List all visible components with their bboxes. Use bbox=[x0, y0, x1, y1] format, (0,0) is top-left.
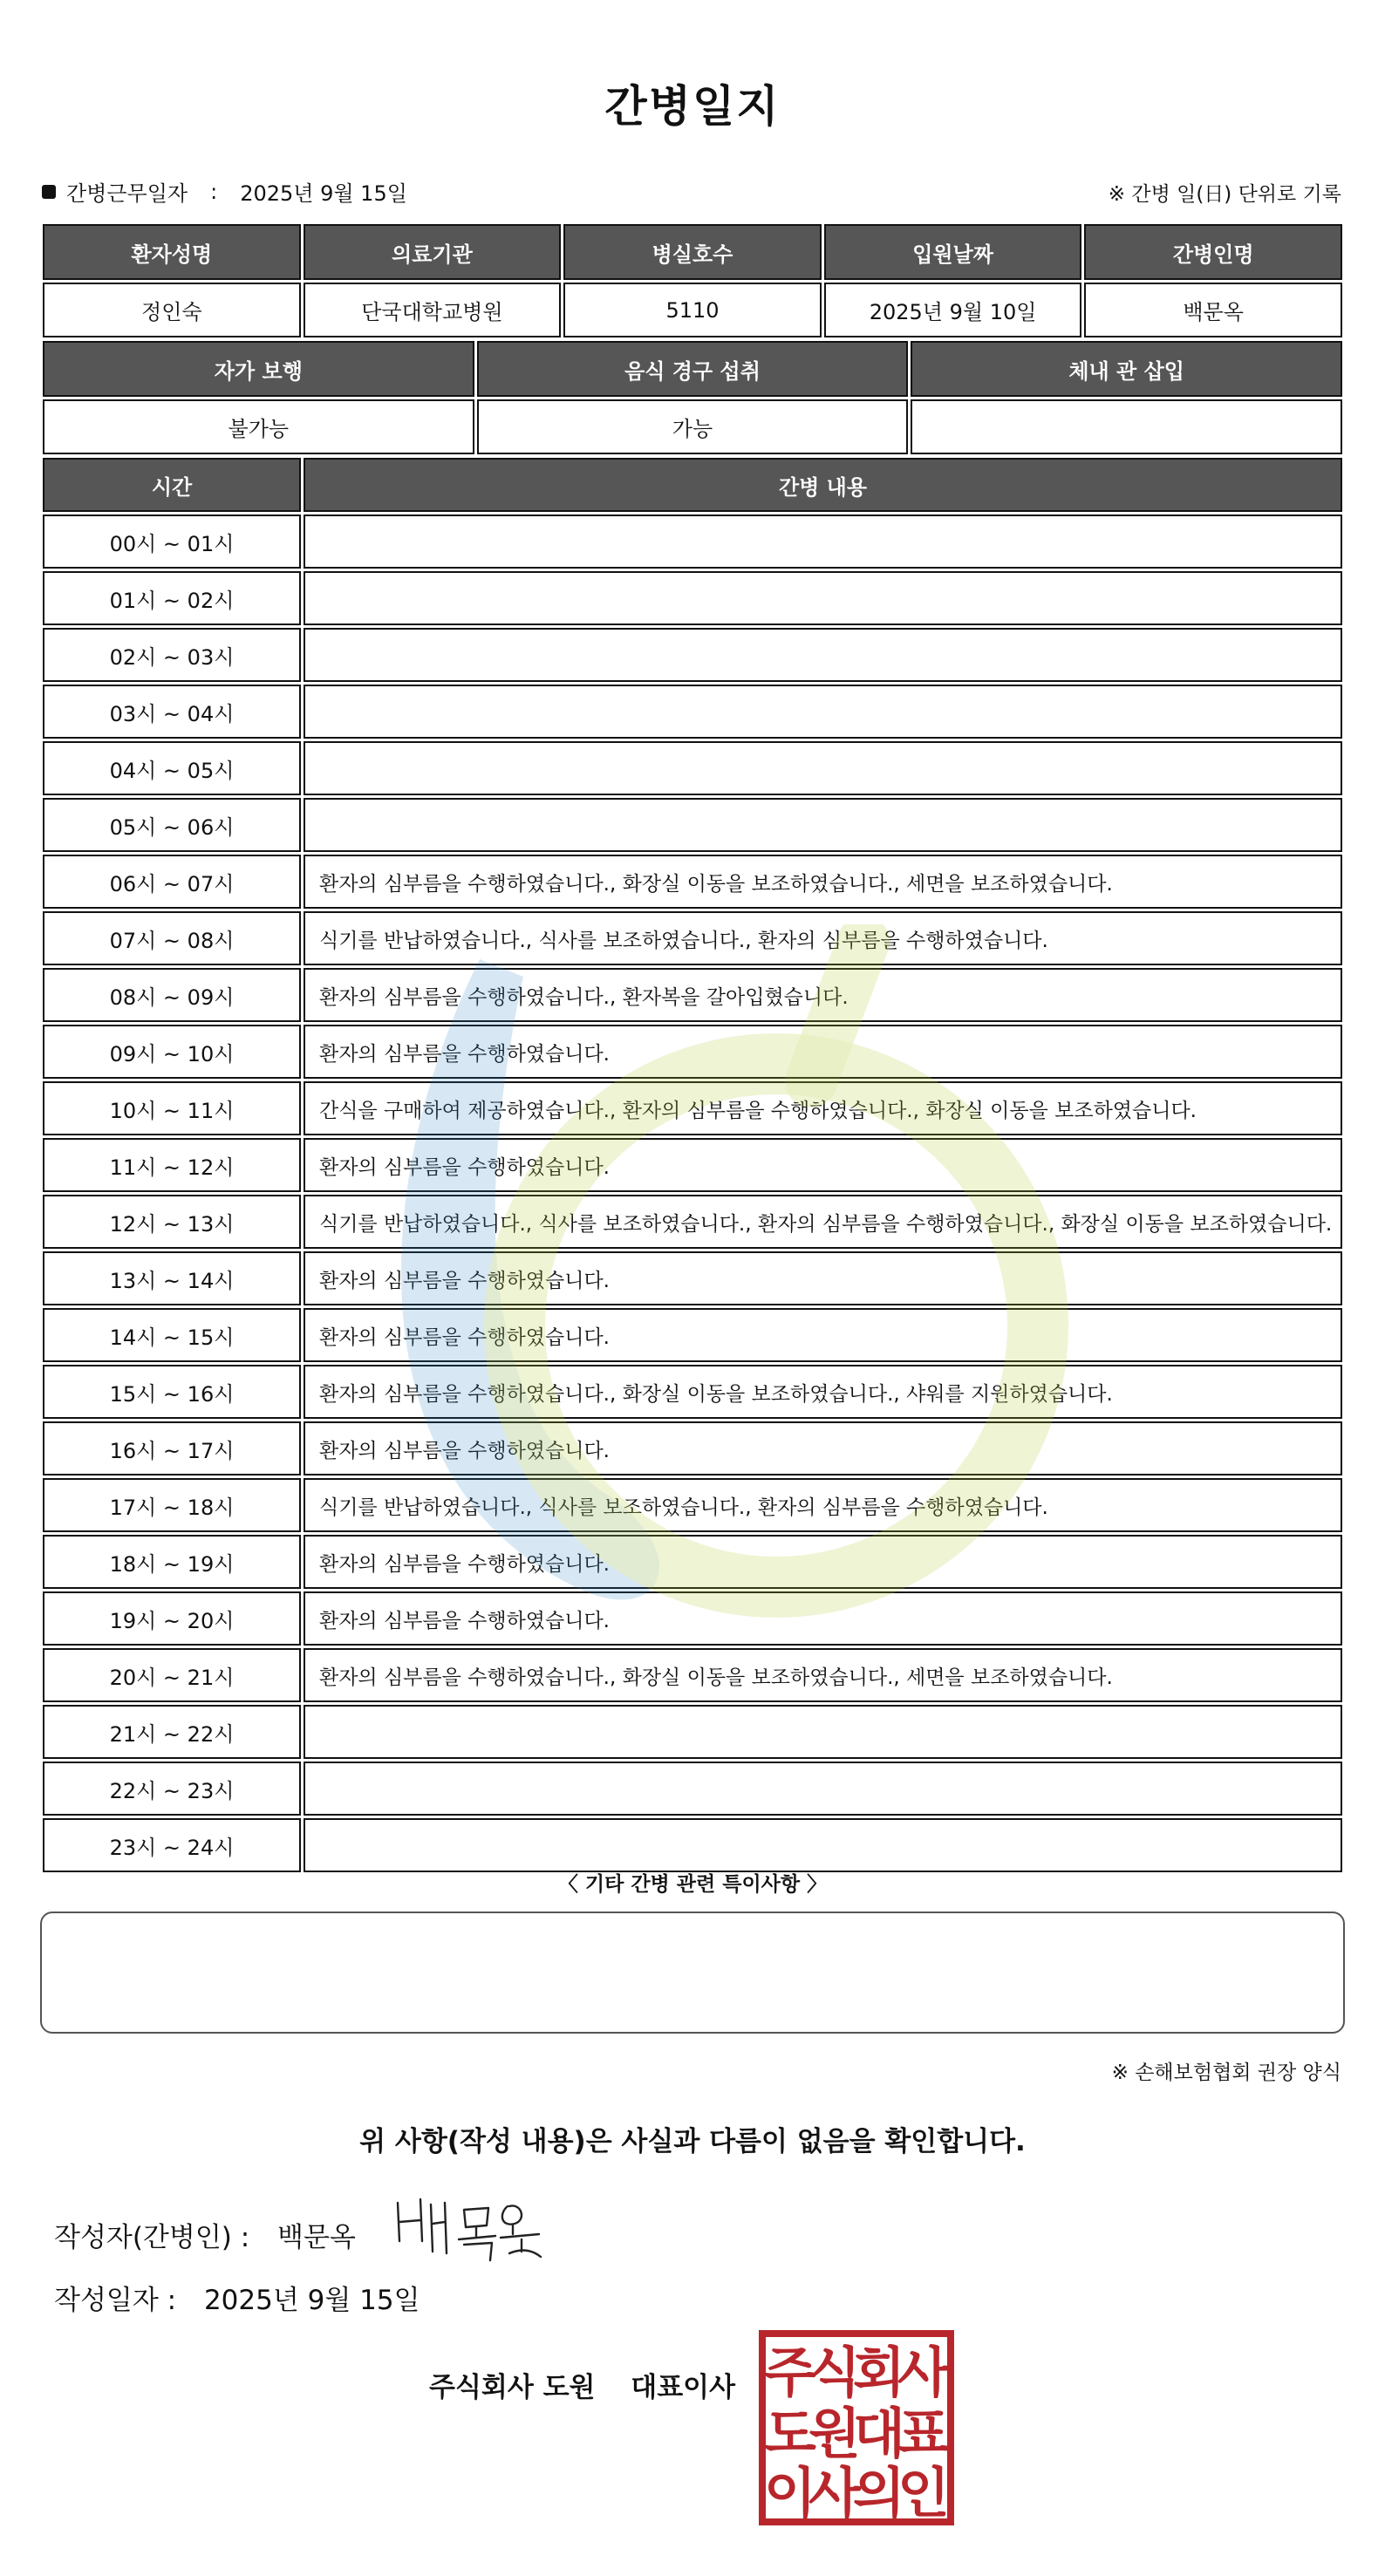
care-content: 환자의 심부름을 수행하였습니다. bbox=[304, 1251, 1342, 1305]
care-content bbox=[304, 1705, 1342, 1759]
care-content: 환자의 심부름을 수행하였습니다., 환자복을 갈아입혔습니다. bbox=[304, 968, 1342, 1022]
care-content: 환자의 심부름을 수행하였습니다., 화장실 이동을 보조하였습니다., 세면을 보조하였습니다. bbox=[304, 855, 1342, 909]
table-row bbox=[43, 911, 1342, 965]
care-content bbox=[304, 741, 1342, 795]
writer-name: 백문옥 bbox=[277, 2222, 356, 2253]
care-content: 환자의 심부름을 수행하였습니다. bbox=[304, 1591, 1342, 1646]
care-content: 식기를 반납하였습니다., 식사를 보조하였습니다., 환자의 심부름을 수행하였습니다. bbox=[304, 1478, 1342, 1532]
table-row bbox=[43, 399, 1342, 454]
patient-status-table bbox=[40, 338, 1345, 457]
time-slot: 13시 ~ 14시 bbox=[43, 1251, 301, 1305]
time-slot: 22시 ~ 23시 bbox=[43, 1762, 301, 1816]
oral-intake-value: 가능 bbox=[477, 399, 909, 454]
table-row bbox=[43, 571, 1342, 625]
write-date-label: 작성일자 : bbox=[54, 2285, 177, 2316]
svg-text:회: 회 bbox=[853, 2341, 905, 2404]
self-walking-value: 불가능 bbox=[43, 399, 474, 454]
svg-text:의: 의 bbox=[853, 2461, 905, 2525]
table-row bbox=[43, 741, 1342, 795]
table-row bbox=[43, 1818, 1342, 1872]
notes-box bbox=[40, 1912, 1345, 2034]
time-slot: 11시 ~ 12시 bbox=[43, 1138, 301, 1192]
daily-unit-note: ※ 간병 일(日) 단위로 기록 bbox=[1108, 183, 1341, 206]
svg-text:주: 주 bbox=[764, 2341, 816, 2404]
care-content: 식기를 반납하였습니다., 식사를 보조하였습니다., 환자의 심부름을 수행하였습니다., 화장실 이동을 보조하였습니다. bbox=[304, 1195, 1342, 1249]
table-row bbox=[43, 855, 1342, 909]
table-row bbox=[43, 1195, 1342, 1249]
time-slot: 04시 ~ 05시 bbox=[43, 741, 301, 795]
care-content bbox=[304, 571, 1342, 625]
ceo-title: 대표이사 bbox=[631, 2372, 736, 2403]
header-patient-name: 환자성명 bbox=[43, 224, 301, 280]
care-log-table bbox=[40, 455, 1345, 1875]
header-admission-date: 입원날짜 bbox=[824, 224, 1082, 280]
time-slot: 18시 ~ 19시 bbox=[43, 1535, 301, 1589]
time-slot: 17시 ~ 18시 bbox=[43, 1478, 301, 1532]
svg-text:사: 사 bbox=[897, 2341, 950, 2404]
header-oral-intake: 음식 경구 섭취 bbox=[477, 341, 909, 397]
table-row bbox=[43, 1421, 1342, 1475]
table-row bbox=[43, 1251, 1342, 1305]
time-slot: 21시 ~ 22시 bbox=[43, 1705, 301, 1759]
table-header-row bbox=[43, 224, 1342, 280]
time-slot: 01시 ~ 02시 bbox=[43, 571, 301, 625]
care-content: 간식을 구매하여 제공하였습니다., 환자의 심부름을 수행하였습니다., 화장실 이동을 보조하였습니다. bbox=[304, 1081, 1342, 1135]
table-row bbox=[43, 1138, 1342, 1192]
care-content: 환자의 심부름을 수행하였습니다. bbox=[304, 1138, 1342, 1192]
svg-text:인: 인 bbox=[897, 2461, 950, 2525]
header-hospital: 의료기관 bbox=[304, 224, 562, 280]
care-date-value: 2025년 9월 15일 bbox=[240, 181, 407, 206]
svg-text:도: 도 bbox=[764, 2402, 816, 2465]
header-room-number: 병실호수 bbox=[563, 224, 822, 280]
confirmation-statement: 위 사항(작성 내용)은 사실과 다름이 없음을 확인합니다. bbox=[359, 2126, 1026, 2157]
time-slot: 00시 ~ 01시 bbox=[43, 515, 301, 569]
care-date-row bbox=[42, 176, 407, 207]
table-row bbox=[43, 1535, 1342, 1589]
table-row bbox=[43, 685, 1342, 739]
care-content bbox=[304, 515, 1342, 569]
care-content bbox=[304, 1818, 1342, 1872]
time-slot: 15시 ~ 16시 bbox=[43, 1365, 301, 1419]
svg-text:이: 이 bbox=[764, 2461, 816, 2525]
handwritten-signature bbox=[391, 2187, 548, 2266]
recommend-form-note: ※ 손해보험협회 권장 양식 bbox=[1111, 2061, 1341, 2084]
care-date-label: 간병근무일자 bbox=[66, 181, 188, 206]
caregiver-name: 백문옥 bbox=[1084, 283, 1342, 337]
table-row bbox=[43, 1762, 1342, 1816]
care-content bbox=[304, 685, 1342, 739]
svg-text:사: 사 bbox=[808, 2461, 861, 2525]
patient-name: 정인숙 bbox=[43, 283, 301, 337]
tube-insertion-value bbox=[911, 399, 1342, 454]
table-row bbox=[43, 1591, 1342, 1646]
bullet-square-icon bbox=[42, 185, 56, 199]
time-slot: 08시 ~ 09시 bbox=[43, 968, 301, 1022]
care-content bbox=[304, 1762, 1342, 1816]
time-slot: 03시 ~ 04시 bbox=[43, 685, 301, 739]
time-slot: 10시 ~ 11시 bbox=[43, 1081, 301, 1135]
care-content: 환자의 심부름을 수행하였습니다. bbox=[304, 1308, 1342, 1362]
seal-lettering bbox=[764, 2341, 951, 2525]
care-content: 환자의 심부름을 수행하였습니다., 화장실 이동을 보조하였습니다., 세면을 보조하였습니다. bbox=[304, 1648, 1342, 1702]
svg-text:표: 표 bbox=[897, 2402, 950, 2465]
time-slot: 16시 ~ 17시 bbox=[43, 1421, 301, 1475]
table-header-row bbox=[43, 458, 1342, 512]
table-header-row bbox=[43, 341, 1342, 397]
table-row bbox=[43, 1648, 1342, 1702]
write-date-row bbox=[54, 2278, 420, 2317]
time-slot: 06시 ~ 07시 bbox=[43, 855, 301, 909]
time-slot: 20시 ~ 21시 bbox=[43, 1648, 301, 1702]
patient-info-table bbox=[40, 221, 1345, 340]
header-time: 시간 bbox=[43, 458, 301, 512]
care-content: 식기를 반납하였습니다., 식사를 보조하였습니다., 환자의 심부름을 수행하였습니다. bbox=[304, 911, 1342, 965]
time-slot: 12시 ~ 13시 bbox=[43, 1195, 301, 1249]
company-signature-line bbox=[429, 2365, 735, 2404]
table-row bbox=[43, 1081, 1342, 1135]
care-date-colon: : bbox=[210, 179, 218, 204]
time-slot: 07시 ~ 08시 bbox=[43, 911, 301, 965]
time-slot: 19시 ~ 20시 bbox=[43, 1591, 301, 1646]
table-row bbox=[43, 798, 1342, 852]
time-slot: 09시 ~ 10시 bbox=[43, 1025, 301, 1079]
admission-date: 2025년 9월 10일 bbox=[824, 283, 1082, 337]
header-self-walking: 자가 보행 bbox=[43, 341, 474, 397]
table-row bbox=[43, 515, 1342, 569]
header-caregiver-name: 간병인명 bbox=[1084, 224, 1342, 280]
company-name: 주식회사 도원 bbox=[429, 2372, 596, 2403]
table-row bbox=[43, 283, 1342, 337]
care-content: 환자의 심부름을 수행하였습니다. bbox=[304, 1421, 1342, 1475]
care-content bbox=[304, 798, 1342, 852]
hospital-name: 단국대학교병원 bbox=[304, 283, 562, 337]
company-seal-stamp bbox=[759, 2330, 954, 2525]
table-row bbox=[43, 968, 1342, 1022]
header-care-content: 간병 내용 bbox=[304, 458, 1342, 512]
time-slot: 05시 ~ 06시 bbox=[43, 798, 301, 852]
writer-label: 작성자(간병인) : bbox=[54, 2222, 250, 2253]
write-date-value: 2025년 9월 15일 bbox=[203, 2285, 420, 2316]
svg-text:원: 원 bbox=[808, 2402, 861, 2465]
svg-text:식: 식 bbox=[808, 2341, 861, 2404]
table-row bbox=[43, 1308, 1342, 1362]
time-slot: 02시 ~ 03시 bbox=[43, 628, 301, 682]
writer-row bbox=[54, 2215, 356, 2254]
table-row bbox=[43, 1478, 1342, 1532]
table-row bbox=[43, 1705, 1342, 1759]
care-content: 환자의 심부름을 수행하였습니다., 화장실 이동을 보조하였습니다., 샤워를 지원하였습니다. bbox=[304, 1365, 1342, 1419]
care-content: 환자의 심부름을 수행하였습니다. bbox=[304, 1025, 1342, 1079]
page-title: 간병일지 bbox=[604, 81, 781, 132]
table-row bbox=[43, 628, 1342, 682]
room-number: 5110 bbox=[563, 283, 822, 337]
care-content bbox=[304, 628, 1342, 682]
table-row bbox=[43, 1025, 1342, 1079]
table-row bbox=[43, 1365, 1342, 1419]
notes-title: 〈 기타 간병 관련 특이사항 〉 bbox=[557, 1873, 828, 1896]
svg-text:대: 대 bbox=[853, 2402, 905, 2465]
header-tube-insertion: 체내 관 삽입 bbox=[911, 341, 1342, 397]
time-slot: 23시 ~ 24시 bbox=[43, 1818, 301, 1872]
care-content: 환자의 심부름을 수행하였습니다. bbox=[304, 1535, 1342, 1589]
time-slot: 14시 ~ 15시 bbox=[43, 1308, 301, 1362]
